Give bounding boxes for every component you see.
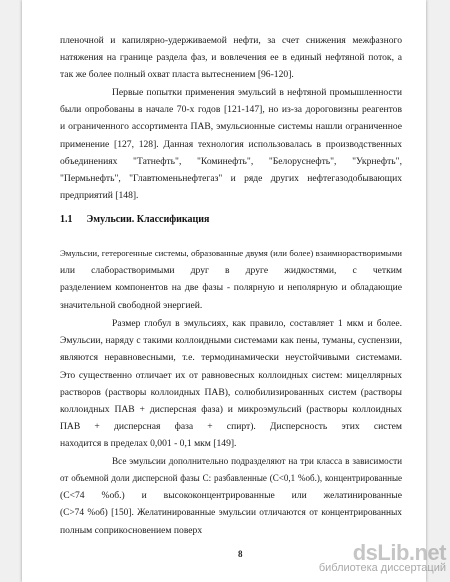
- text-line: были опробованы в начале 70-х годов [121-147], но из-за дороговизны реагентов: [60, 104, 402, 116]
- paragraph-1: [60, 32, 402, 84]
- text-line: применение [127, 128]. Данная технология использовалась в производственных: [60, 138, 402, 150]
- watermark-logo: dsLib.net: [352, 540, 446, 565]
- text-line: растворов (растворы коллоидных ПАВ), солюбилизированных систем (растворы: [60, 386, 402, 398]
- document-page: [22, 0, 426, 582]
- paragraph-2: [60, 84, 402, 204]
- watermark: [319, 540, 446, 578]
- paragraph-3: [60, 245, 402, 314]
- text-line: или слаборастворимыми друг в друге жидкостями, с четким: [60, 265, 402, 277]
- page-number: 8: [238, 549, 243, 559]
- text-line: находится в пределах 0,001 - 0,1 мкм [149].: [60, 438, 237, 450]
- text-line: Первые попытки применения эмульсий в нефтяной промышленности: [112, 87, 402, 98]
- text-line: объединениях "Татнефть", "Коминефть", "Белоруснефть", "Укрнефть",: [60, 155, 402, 167]
- text-line: предприятий [148].: [60, 190, 139, 202]
- text-line: натяжения на границе раздела фаз, и вовлечения ее в единый нефтяной поток, а: [60, 52, 402, 64]
- watermark-mark: [319, 540, 446, 578]
- text-line: (С<74 %об.) и высококонцентрированные или желатинированные: [60, 490, 402, 502]
- section-title: Эмульсии. Классификация: [86, 214, 210, 225]
- text-line: коллоидных ПАВ + дисперсная фаза) и микроэмульсий (растворы коллоидных: [60, 404, 402, 416]
- section-number: 1.1: [60, 214, 73, 225]
- paragraph-5: [60, 453, 402, 539]
- text-line: Это существенно отличает их от равновесных коллоидных систем: мицеллярных: [60, 369, 402, 381]
- text-line: значительной свободной энергией.: [60, 299, 203, 311]
- text-line: Размер глобул в эмульсиях, как правило, составляет 1 мкм и более.: [112, 318, 402, 329]
- text-line: так же более полный охват пласта вытеснением [96-120].: [60, 69, 294, 81]
- text-line: и ограниченного ассортимента ПАВ, эмульсионные системы нашли ограниченное: [60, 121, 402, 133]
- text-line: являются неравновесными, т.е. термодинамически неустойчивыми системами.: [60, 352, 402, 364]
- text-line: Эмульсии, наряду с такими коллоидными системами как пены, туманы, суспензии,: [60, 335, 402, 347]
- text-line: разделением компонентов на две фазы - полярную и неполярную и обладающие: [60, 282, 402, 294]
- text-line: "Пермьнефть", "Главтюменьнефтегаз" и ряде других нефтегазодобывающих: [60, 173, 402, 185]
- text-line: полным соприкосновением поверх: [60, 524, 203, 536]
- text-line: Эмульсии, гетерогенные системы, образованные двумя (или более) взаимнорастворимыми: [60, 248, 402, 258]
- text-line: (С>74 %об) [150]. Желатинированные эмульсии отличаются от концентрированных: [60, 507, 402, 518]
- text-line: пленочной и капилярно-удерживаемой нефти, за счет снижения межфазного: [60, 35, 402, 46]
- text-line: Все эмульсии дополнительно подразделяют на три класса в зависимости: [112, 456, 402, 466]
- text-line: от объемной доли дисперсной фазы С: разбавленные (С<0,1 %об.), концентрированные: [60, 473, 402, 484]
- section-heading: [60, 214, 209, 225]
- watermark-caption: библиотека диссертаций: [318, 562, 446, 574]
- paragraph-4: [60, 315, 402, 453]
- text-line: ПАВ + дисперсная фаза + спирт). Дисперсность этих систем: [60, 421, 402, 433]
